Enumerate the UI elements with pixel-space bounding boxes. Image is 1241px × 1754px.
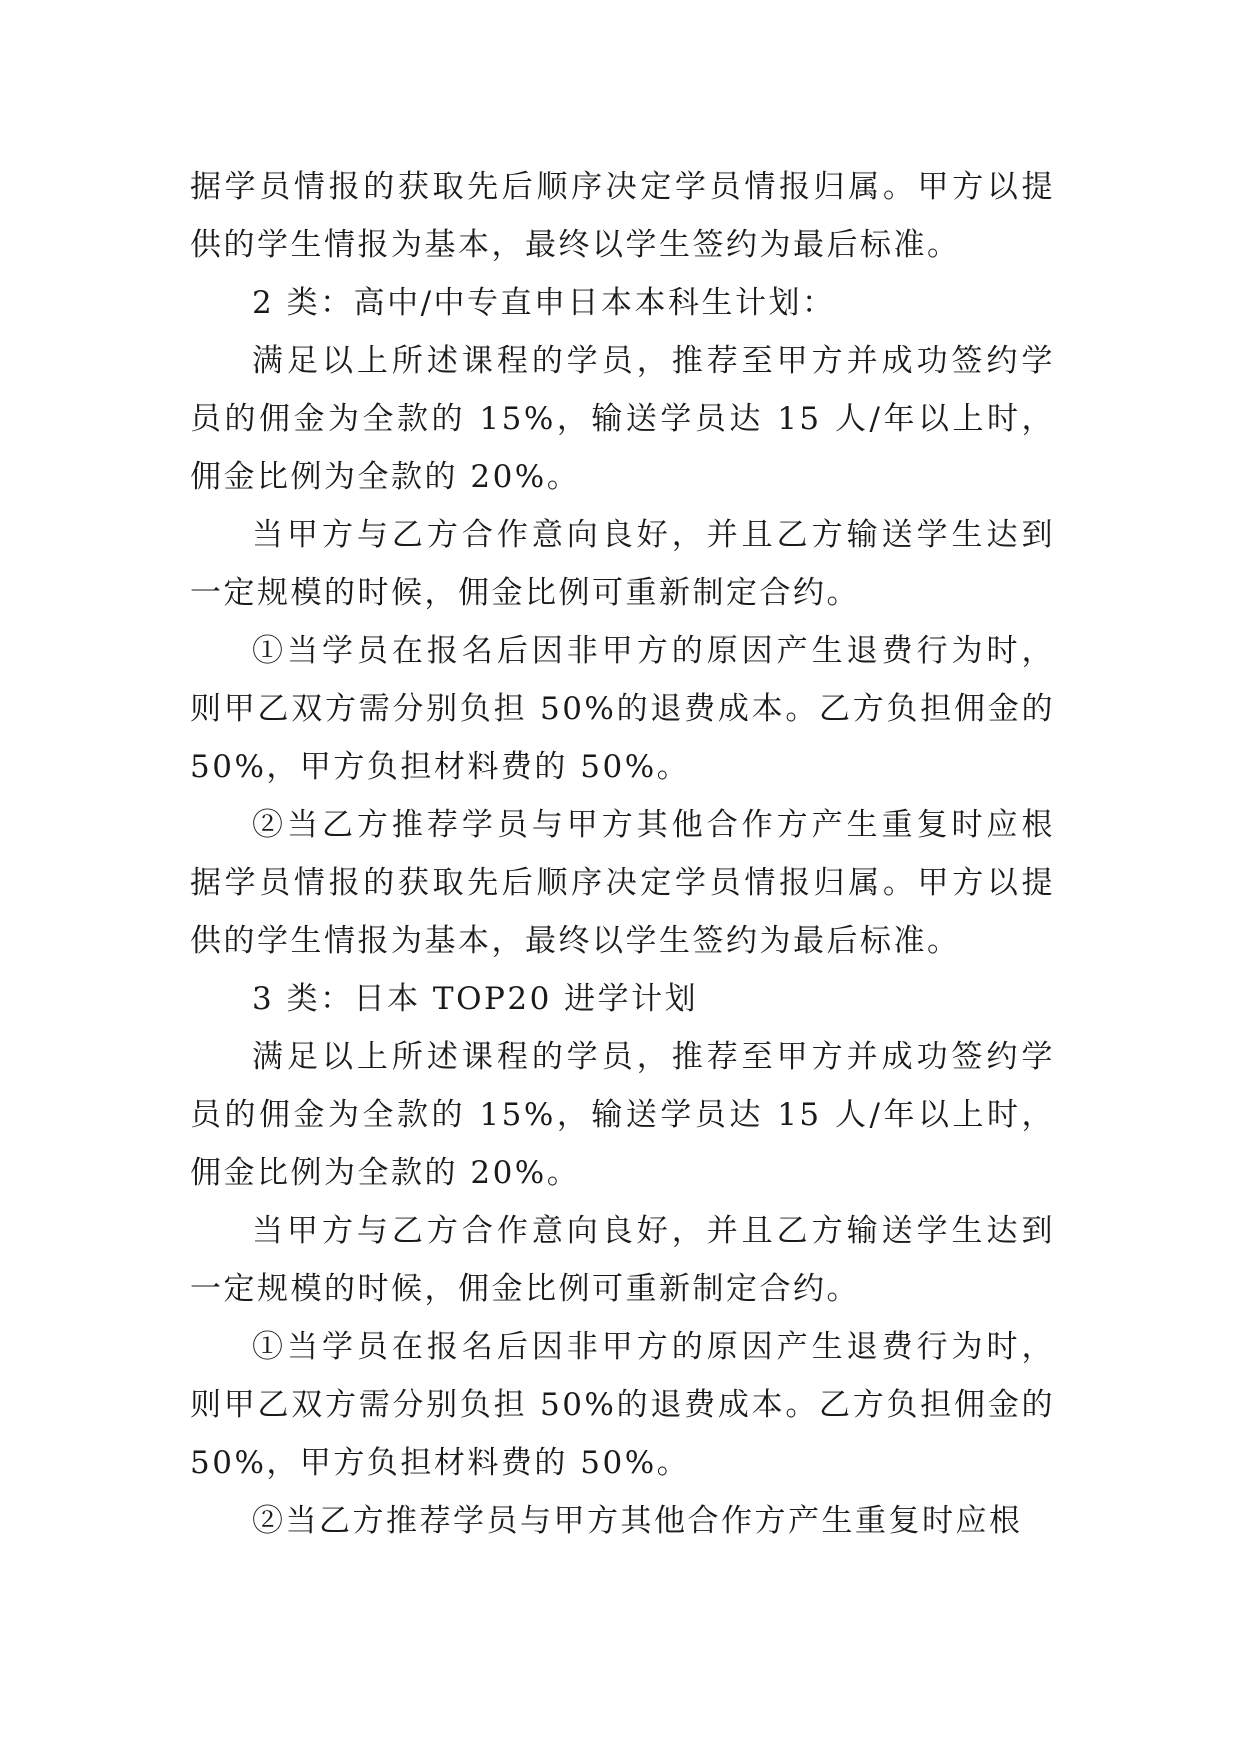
section-heading-category-3: 3 类：日本 TOP20 进学计划: [252, 981, 699, 1017]
paragraph-commission-rate: 满足以上所述课程的学员，推荐至甲方并成功签约学员的佣金为全款的 15%，输送学员达 15 人/年以上时，佣金比例为全款的 20%。: [190, 343, 1055, 495]
paragraph-renegotiation: 当甲方与乙方合作意向良好，并且乙方输送学生达到一定规模的时候，佣金比例可重新制定合约。: [190, 1213, 1055, 1307]
paragraph-refund-clause: ①当学员在报名后因非甲方的原因产生退费行为时，则甲乙双方需分别负担 50%的退费成本。乙方负担佣金的 50%，甲方负担材料费的 50%。: [190, 633, 1055, 785]
paragraph-duplicate-clause: ②当乙方推荐学员与甲方其他合作方产生重复时应根据学员情报的获取先后顺序决定学员情报归属。甲方以提供的学生情报为基本，最终以学生签约为最后标准。: [190, 807, 1055, 959]
section-heading-category-2: 2 类：高中/中专直申日本本科生计划：: [252, 285, 836, 321]
paragraph-renegotiation: 当甲方与乙方合作意向良好，并且乙方输送学生达到一定规模的时候，佣金比例可重新制定合约。: [190, 517, 1055, 611]
paragraph-commission-rate: 满足以上所述课程的学员，推荐至甲方并成功签约学员的佣金为全款的 15%，输送学员达 15 人/年以上时，佣金比例为全款的 20%。: [190, 1039, 1055, 1191]
paragraph-refund-clause: ①当学员在报名后因非甲方的原因产生退费行为时，则甲乙双方需分别负担 50%的退费成本。乙方负担佣金的 50%，甲方负担材料费的 50%。: [190, 1329, 1055, 1481]
paragraph-continuation: 据学员情报的获取先后顺序决定学员情报归属。甲方以提供的学生情报为基本，最终以学生签约为最后标准。: [190, 169, 1055, 263]
paragraph-duplicate-clause: ②当乙方推荐学员与甲方其他合作方产生重复时应根: [252, 1503, 1023, 1539]
document-body: [190, 158, 1055, 1550]
